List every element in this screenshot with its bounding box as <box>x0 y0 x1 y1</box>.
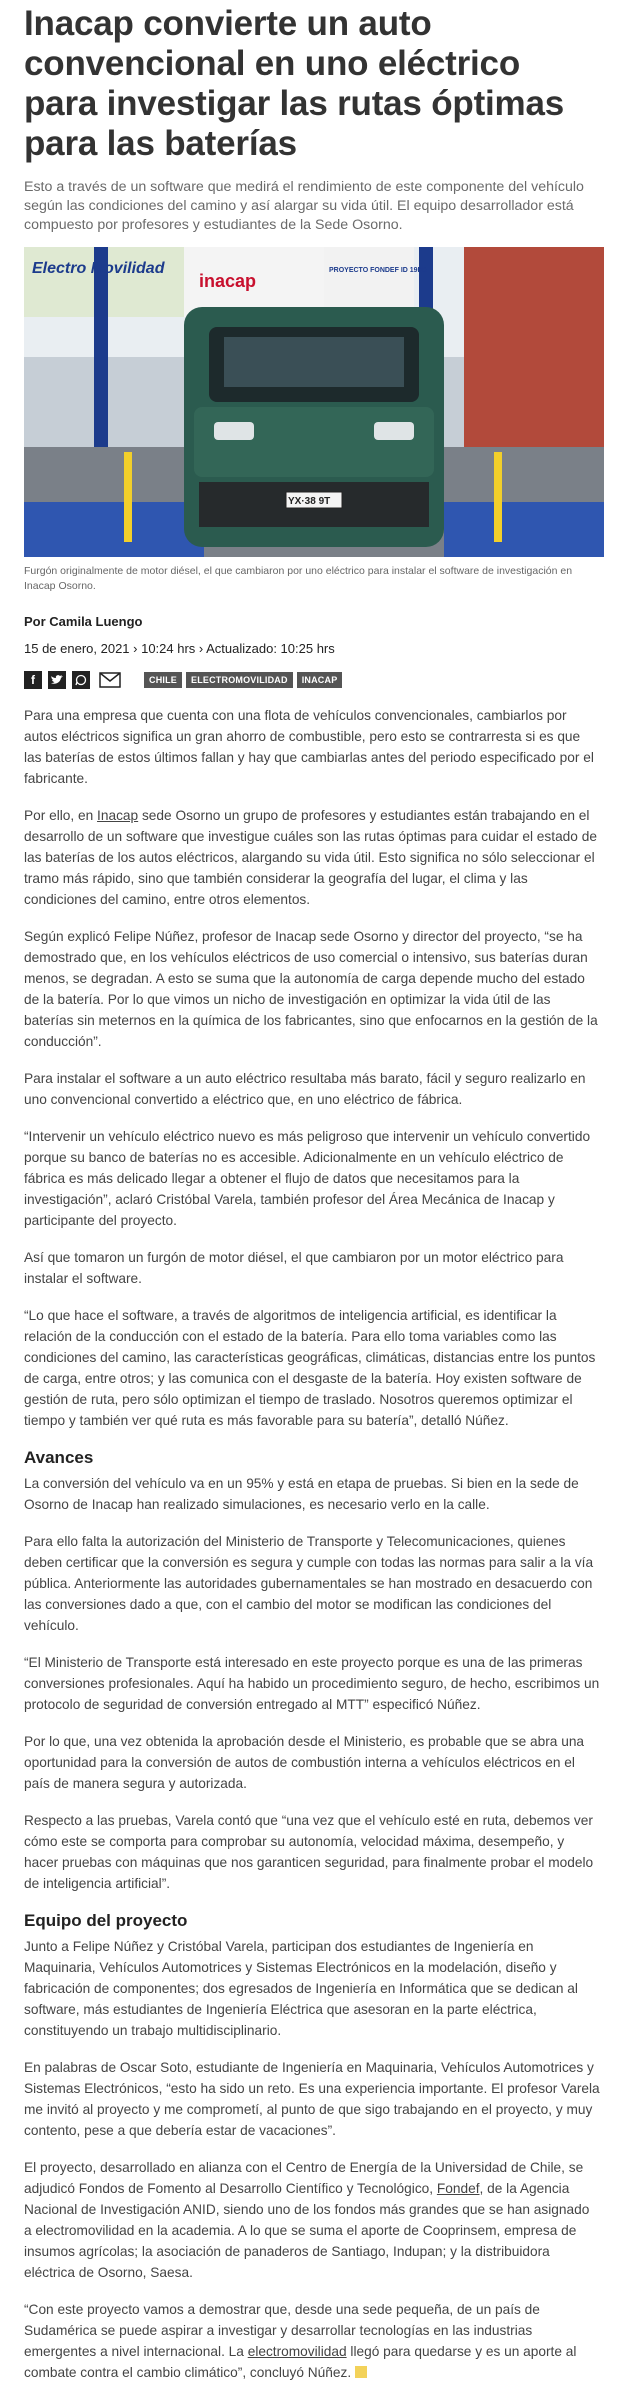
banner-electromovilidad: Electro Movilidad <box>32 260 165 277</box>
tag-list <box>144 672 346 688</box>
facebook-icon[interactable]: f <box>24 671 42 689</box>
paragraph: Según explicó Felipe Núñez, profesor de Inacap sede Osorno y director del proyecto, “se ha demostrado que, en los vehículos eléctricos de uso comercial o intensivo, sus baterías duran menos, se degradan. A esto se suma que la autonomía de carga depende mucho del estado de la batería. Por lo que vimos un nicho de investigación en optimizar la vida útil de las baterías sin meternos en la química de los fabricantes, sino que enfocarnos en la gestión de la conducción”. <box>24 929 598 1049</box>
paragraph: Así que tomaron un furgón de motor diésel, el que cambiaron por un motor eléctrico para instalar el software. <box>24 1250 564 1286</box>
paragraph: Junto a Felipe Núñez y Cristóbal Varela, participan dos estudiantes de Ingeniería en Maquinaria, Vehículos Automotrices y Sistemas Electrónicos en la modelación, diseño y fabricación de componentes; dos egresados de Ingeniería en Informática que se dedican al software, más estudiantes de Ingeniería Eléctrica que asesoran en la parte eléctrica, constituyendo un trabajo multidisciplinario. <box>24 1939 578 2038</box>
paragraph: Por lo que, una vez obtenida la aprobación desde el Ministerio, es probable que se abra una oportunidad para la conversión de autos de combustión interna a vehículos eléctricos en el país de manera segura y autorizada. <box>24 1734 585 1791</box>
photo-caption: Furgón originalmente de motor diésel, el que cambiaron por uno eléctrico para instalar el software de investigación en Inacap Osorno. <box>24 565 573 592</box>
twitter-icon[interactable] <box>48 671 66 689</box>
section-heading-equipo: Equipo del proyecto <box>24 1911 188 1930</box>
license-plate: YX·38 9T <box>288 496 331 507</box>
tag-chile[interactable]: CHILE <box>144 672 182 688</box>
paragraph: “Lo que hace el software, a través de algoritmos de inteligencia artificial, es identificar la relación de la conducción con el estado de la batería. Para ello toma variables como las condiciones del camino, las características geográficas, climáticas, distancias entre los puntos de carga, entre otros; y las comunica con el desgaste de la batería. Hoy existen software de gestión de ruta, pero sólo optimizan el tiempo de traslado. Nosotros queremos optimizar el tiempo y también ver qué ruta es más favorable para su batería”, detalló Núñez. <box>24 1308 596 1428</box>
end-of-article-mark <box>355 2366 367 2378</box>
article-body <box>24 705 600 2383</box>
paragraph: “Con este proyecto vamos a demostrar que, desde una sede pequeña, de un país de Sudamérica se puede aspirar a investigar y desarrollar tecnologías en las industrias emergentes a nivel internacional. La electromovilidad llegó para quedarse y es un aporte al combate contra el cambio climático”, concluyó Núñez. <box>24 2302 577 2380</box>
paragraph: En palabras de Oscar Soto, estudiante de Ingeniería en Maquinaria, Vehículos Automotrices y Sistemas Electrónicos, “esto ha sido un reto. Es una experiencia importante. El profesor Varela me invitó al proyecto y me comprometí, al punto de que sigo trabajando en el proyecto, y muy contento, pese a que debería estar de vacaciones”. <box>24 2060 600 2138</box>
inacap-link[interactable]: Inacap <box>97 808 139 823</box>
tag-electromovilidad[interactable]: ELECTROMOVILIDAD <box>186 672 293 688</box>
section-heading-avances: Avances <box>24 1448 94 1467</box>
paragraph: Para instalar el software a un auto eléctrico resultaba más barato, fácil y seguro realizarlo en uno convencional convertido a eléctrico que, en uno eléctrico de fábrica. <box>24 1071 586 1107</box>
fondef-link[interactable]: Fondef <box>436 2181 480 2196</box>
article-dateline: 15 de enero, 2021 › 10:24 hrs › Actualizado: 10:25 hrs <box>24 641 335 656</box>
article-lead: Esto a través de un software que medirá el rendimiento de este componente del vehículo según las condiciones del camino y así alargar su vida útil. El equipo desarrollador está compuesto por profesores y estudiantes de la Sede Osorno. <box>24 179 584 233</box>
paragraph: “Intervenir un vehículo eléctrico nuevo es más peligroso que intervenir un vehículo convertido porque su banco de baterías no es accesible. Adicionalmente en un vehículo eléctrico de fábrica es más delicado llegar a obtener el flujo de datos que necesitamos para la investigación”, aclaró Cristóbal Varela, también profesor del Área Mecánica de Inacap y participante del proyecto. <box>24 1129 591 1228</box>
paragraph: El proyecto, desarrollado en alianza con el Centro de Energía de la Universidad de Chile, se adjudicó Fondos de Fomento al Desarrollo Científico y Tecnológico, Fondef, de la Agencia Nacional de Investigación ANID, siendo uno de los fondos más grandes que se han asignado a electromovilidad en la academia. A lo que se suma el aporte de Cooprinsem, empresa de insumos agrícolas; la asociación de panaderos de Santiago, Indupan; y la distribuidora eléctrica de Osorno, Saesa. <box>24 2160 590 2280</box>
paragraph: “El Ministerio de Transporte está interesado en este proyecto porque es una de las primeras conversiones profesionales. Aquí ha habido un procedimiento seguro, de hecho, escribimos un protocolo de seguridad de conversión entregado al MTT” especificó Núñez. <box>24 1655 600 1712</box>
electromovilidad-link[interactable]: electromovilidad <box>247 2344 347 2359</box>
electric-van-photo <box>24 247 604 557</box>
share-bar <box>24 670 600 690</box>
paragraph: La conversión del vehículo va en un 95% y está en etapa de pruebas. Si bien en la sede de Osorno de Inacap han realizado simulaciones, es necesario verlo en la calle. <box>24 1476 579 1512</box>
article-headline: Inacap convierte un auto convencional en uno eléctrico para investigar las rutas óptimas para las baterías <box>24 4 565 163</box>
paragraph: Por ello, en Inacap sede Osorno un grupo de profesores y estudiantes están trabajando en el desarrollo de un software que investigue cuáles son las rutas óptimas para cuidar el estado de las baterías de los autos eléctricos, alargando su vida útil. Esto significa no sólo seleccionar el tramo más rápido, sino que también considerar la geografía del lugar, el clima y las condiciones del camino, entre otros elementos. <box>24 808 597 907</box>
author-byline: Por Camila Luengo <box>24 614 143 629</box>
paragraph: Respecto a las pruebas, Varela contó que “una vez que el vehículo esté en ruta, debemos ver cómo este se comporta para comprobar su autonomía, velocidad máxima, desempeño, y hacer pruebas con máquinas que nos garanticen seguridad, para finalmente probar el modelo de inteligencia artificial”. <box>24 1813 594 1891</box>
whatsapp-icon[interactable] <box>72 671 90 689</box>
mail-icon[interactable] <box>96 671 124 689</box>
tag-inacap[interactable]: INACAP <box>297 672 343 688</box>
banner-inacap-logo: inacap <box>199 271 257 291</box>
banner-fondef: PROYECTO FONDEF ID 19I10 <box>329 267 428 274</box>
article-photo <box>24 247 604 557</box>
article-page <box>0 4 627 2383</box>
paragraph: Para una empresa que cuenta con una flota de vehículos convencionales, cambiarlos por autos eléctricos significa un gran ahorro de combustible, pero esto se contrarresta si es que las baterías de estos últimos fallan y hay que cambiarlas antes del periodo especificado por el fabricante. <box>24 708 594 786</box>
paragraph: Para ello falta la autorización del Ministerio de Transporte y Telecomunicaciones, quienes deben certificar que la conversión es segura y cumple con todas las normas para salir a la vía pública. Anteriormente las autoridades gubernamentales se han mostrado en desacuerdo con las conversiones dado a que, con el cambio del motor se modifican las condiciones del vehículo. <box>24 1534 594 1633</box>
